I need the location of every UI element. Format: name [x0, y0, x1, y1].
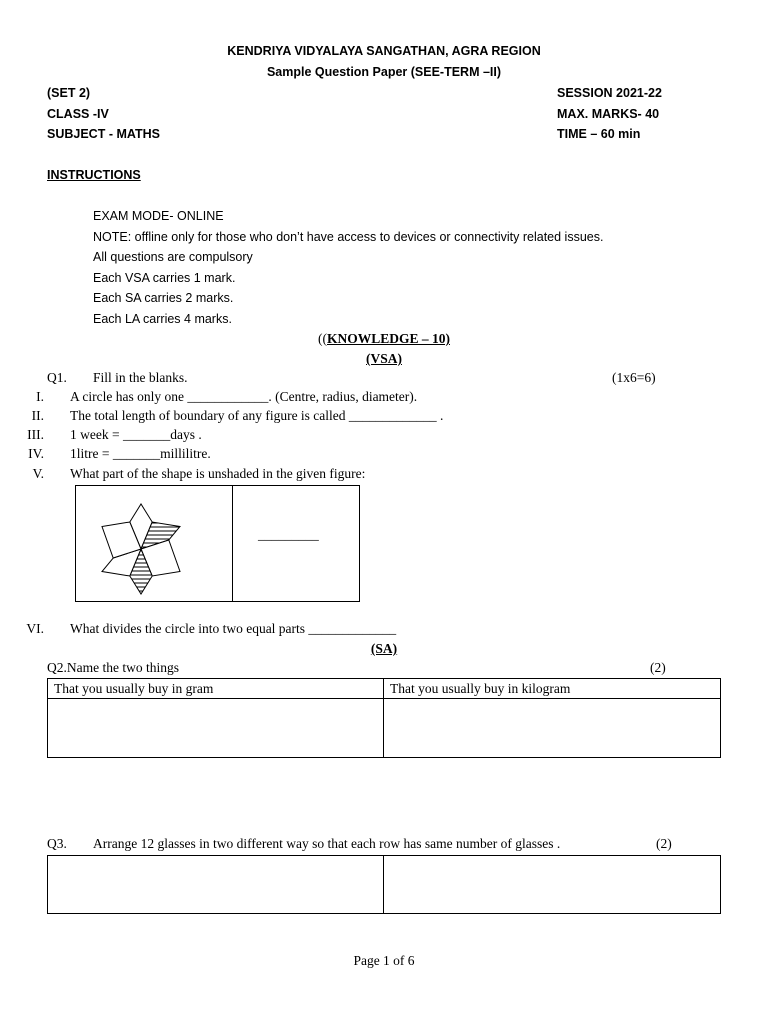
q3-text: Arrange 12 glasses in two different way so that each row has same number of glasses . [93, 836, 561, 851]
q2-marks: (2) [650, 660, 666, 675]
max-marks-label: MAX. MARKS- 40 [557, 107, 660, 121]
q1-item-text: What part of the shape is unshaded in the given figure: [70, 466, 366, 481]
q1-item-number: V. [32, 466, 44, 481]
q2-col-kilogram: That you usually buy in kilogram [390, 681, 571, 696]
instruction-line: Each LA carries 4 marks. [93, 312, 232, 326]
instruction-line: Each VSA carries 1 mark. [93, 271, 236, 285]
section-knowledge-title: KNOWLEDGE – 10) [326, 331, 450, 346]
answer-blank: _________ [258, 527, 319, 542]
star-figure [75, 485, 233, 602]
star-shape [102, 504, 180, 594]
section-knowledge-prefix: (( [317, 331, 327, 346]
q1-item-text: 1 week = _______days . [70, 427, 202, 442]
paper-title: Sample Question Paper (SEE-TERM –II) [266, 65, 502, 79]
q2-text: Q2.Name the two things [47, 660, 179, 675]
instruction-line: All questions are compulsory [93, 250, 253, 264]
q3-marks: (2) [656, 836, 672, 851]
q1-marks: (1x6=6) [612, 370, 656, 385]
time-label: TIME – 60 min [557, 127, 641, 141]
q3-label: Q3. [47, 836, 67, 851]
q2-col-gram: That you usually buy in gram [54, 681, 214, 696]
q3-answer-table [47, 855, 721, 914]
q1-item-number: VI. [26, 621, 44, 636]
section-vsa-heading: (VSA) [366, 351, 402, 366]
q2-table-header-rule [47, 698, 721, 699]
q1-label: Q1. [47, 370, 67, 385]
q3-table-divider [383, 855, 384, 914]
q1-item-text: The total length of boundary of any figure is called _____________ . [70, 408, 444, 423]
instruction-line: EXAM MODE- ONLINE [93, 209, 224, 223]
session-label: SESSION 2021-22 [557, 86, 662, 100]
section-sa-heading: (SA) [370, 641, 398, 656]
q1-item-number: IV. [28, 446, 44, 461]
q2-table-divider [383, 678, 384, 758]
subject-label: SUBJECT - MATHS [47, 127, 160, 141]
q1-item-number: III. [27, 427, 44, 442]
page-number: Page 1 of 6 [353, 953, 415, 968]
class-label: CLASS -IV [47, 107, 109, 121]
instruction-line: Each SA carries 2 marks. [93, 291, 234, 305]
q1-text: Fill in the blanks. [93, 370, 188, 385]
q1-item-text: 1litre = _______millilitre. [70, 446, 211, 461]
instructions-heading: INSTRUCTIONS [47, 168, 141, 182]
q1-item-number: I. [36, 389, 44, 404]
instruction-line: NOTE: offline only for those who don’t have access to devices or connectivity related issues. [93, 230, 604, 244]
q1-item-text: A circle has only one ____________. (Centre, radius, diameter). [70, 389, 418, 404]
org-title: KENDRIYA VIDYALAYA SANGATHAN, AGRA REGION [227, 44, 541, 58]
section-knowledge-heading [0, 332, 768, 346]
q1-item-text: What divides the circle into two equal parts _____________ [70, 621, 397, 636]
set-label: (SET 2) [47, 86, 91, 100]
q1-item-number: II. [31, 408, 44, 423]
